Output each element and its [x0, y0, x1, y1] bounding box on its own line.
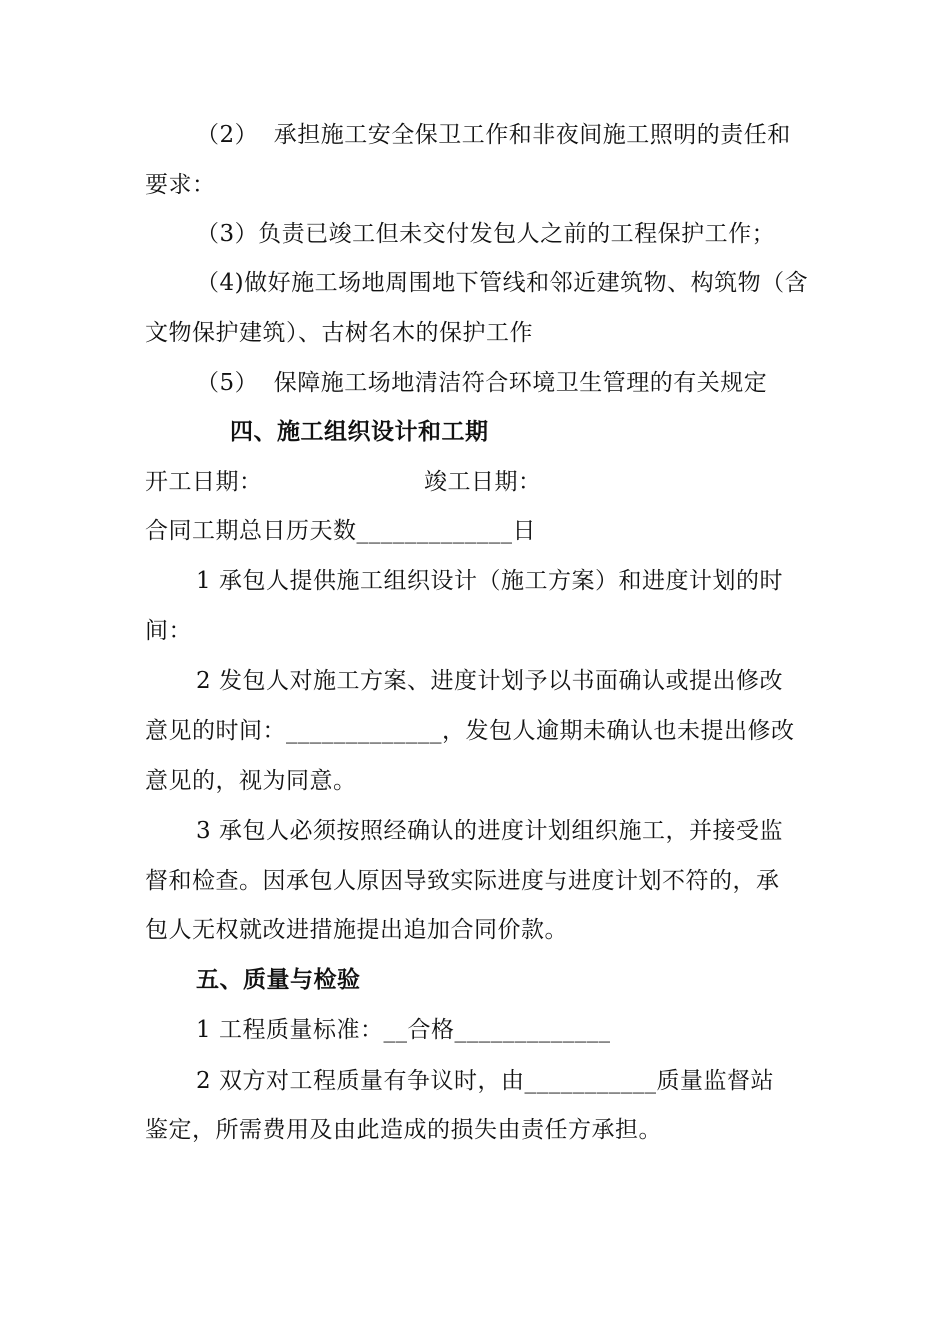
section-4-clause-2-line-3: 意见的，视为同意。	[145, 768, 357, 794]
item-2-line-1: （2） 承担施工安全保卫工作和非夜间施工照明的责任和	[196, 122, 791, 148]
section-5-heading: 五、质量与检验	[196, 967, 361, 993]
section-4-clause-3-line-1: 3 承包人必须按照经确认的进度计划组织施工，并接受监	[196, 818, 783, 844]
section-4-clause-3-line-3: 包人无权就改进措施提出追加合同价款。	[145, 917, 568, 943]
item-5: （5） 保障施工场地清洁符合环境卫生管理的有关规定	[196, 370, 768, 396]
section-4-clause-1-line-2: 间：	[145, 618, 192, 644]
section-4-clause-2-line-2: 意见的时间：_____________，发包人逾期未确认也未提出修改	[145, 718, 795, 744]
section-4-clause-3-line-2: 督和检查。因承包人原因导致实际进度与进度计划不符的，承	[145, 868, 780, 894]
section-4-clause-1-line-1: 1 承包人提供施工组织设计（施工方案）和进度计划的时	[196, 568, 783, 594]
section-5-clause-2-line-2: 鉴定，所需费用及由此造成的损失由责任方承担。	[145, 1117, 662, 1143]
item-2-line-2: 要求：	[145, 172, 216, 198]
total-days-line: 合同工期总日历天数_____________日	[145, 518, 536, 544]
section-5-clause-1: 1 工程质量标准：__合格_____________	[196, 1017, 611, 1043]
item-4-line-2: 文物保护建筑）、古树名木的保护工作	[145, 320, 533, 346]
item-4-line-1: （4)做好施工场地周围地下管线和邻近建筑物、构筑物（含	[196, 270, 809, 296]
section-4-clause-2-line-1: 2 发包人对施工方案、进度计划予以书面确认或提出修改	[196, 668, 783, 694]
section-4-heading: 四、施工组织设计和工期	[230, 419, 489, 445]
item-3: （3）负责已竣工但未交付发包人之前的工程保护工作；	[196, 221, 776, 247]
completion-date-label: 竣工日期：	[424, 469, 542, 495]
start-date-label: 开工日期：	[145, 469, 263, 495]
section-5-clause-2-line-1: 2 双方对工程质量有争议时，由___________质量监督站	[196, 1068, 774, 1094]
